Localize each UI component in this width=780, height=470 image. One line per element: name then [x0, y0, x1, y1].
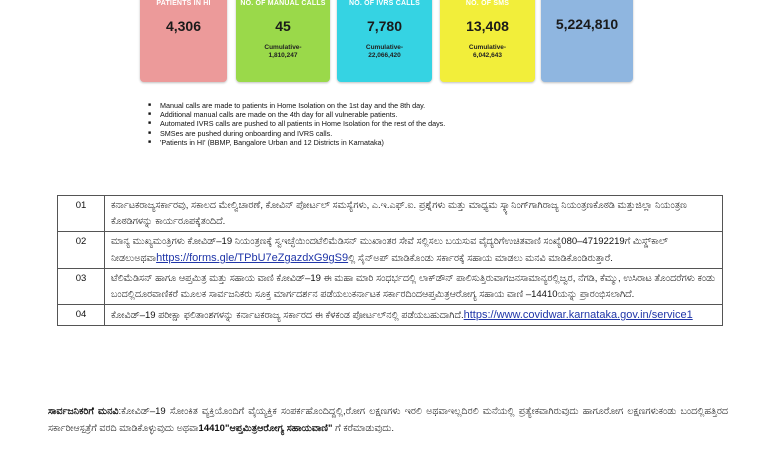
table-row — [58, 196, 723, 232]
row-body: ಕೋವಿಡ್–19 ಪರೀಕ್ಷಾ ಫಲಿತಾಂಶಗಳನ್ನು ಕರ್ನಾಟಕರಾಜ್ಯ ಸರ್ಕಾರದ ಈ ಕೆಳಕಂಡ ಪೋರ್ಟಲ್‌ನಲ್ಲಿ ಪಡೆಯಬಹುದಾಗಿದೆ. — [111, 310, 464, 321]
stats-tiles — [0, 0, 780, 86]
appeal-tail: ಗೆ ಕರೆಮಾಡುವುದು. — [332, 423, 395, 434]
row-number: 01 — [58, 196, 105, 232]
tile-sms — [440, 0, 535, 82]
row-body: ಕರ್ನಾಟಕರಾಜ್ಯಸರ್ಕಾರವು, ಸಕಾಲದ ಮೇಲ್ವಿಚಾರಣೆ, ಕೋವಿನ್ ಪೋರ್ಟಲ್ ಸಮಸ್ಯೆಗಳು, ಎ.ಇ.ಎಫ್.ಐ. ಪ್ರಶ್ನೆಗಳು ಮತ್ತು ಮಾಧ್ಯಮ ಸ್ಕ್ಯಾನಿಂಗ್‌ಗಾಗಿರಾಜ್ಯ ನಿಯಂತ್ರಣಕೊಠಡಿ ಮತ್ತುಜಿಲ್ಲಾ ನಿಯಂತ್ರಣ ಕೊಠಡಿಗಳನ್ನು ಕಾರ್ಯರೂಪಕ್ಕೆತಂದಿದೆ. — [111, 200, 687, 227]
helpline-name: 14410"ಆಪ್ತಮಿತ್ರಆರೋಗ್ಯ ಸಹಾಯವಾಣಿ" — [198, 423, 333, 434]
appeal-text: :ಕೋವಿಡ್–19 ಸೋಂಕಿತ ವ್ಯಕ್ತಿಯೊಂದಿಗೆ ವೈಯ್ಯಕ್ತಿಕ ಸಂಪರ್ಕಹೊಂದಿದ್ದಲ್ಲಿ,ರೋಗ ಲಕ್ಷಣಗಳು ಇರಲಿ ಅಥವಾಇಲ್ಲದಿರಲಿ ಮನೆಯಲ್ಲಿ ಪ್ರತ್ಯೇಕವಾಗಿರುವುದು ಹಾಗೂರೋಗ ಲಕ್ಷಣಗಳುಕಂಡು ಬಂದಲ್ಲಿಹತ್ತಿರದ ಸರ್ಕಾರೀಆಸ್ಪತ್ರೆಗೆ ವರದಿ ಮಾಡಿಕೊಳ್ಳುವುದು ಅಥವಾ — [48, 406, 728, 434]
table-row — [58, 232, 723, 269]
tile-value: 45 — [275, 18, 291, 34]
row-text — [105, 232, 723, 269]
row-text — [105, 269, 723, 305]
tile-ivrs-calls — [337, 0, 432, 82]
row-number: 03 — [58, 269, 105, 305]
tile-cumulative: Cumulative- 1,810,247 — [264, 44, 302, 59]
tile-value: 4,306 — [165, 18, 202, 34]
table-row — [58, 269, 723, 305]
tile-heading: NO. OF MANUAL CALLS — [240, 0, 326, 7]
tile-heading: PATIENTS IN HI — [156, 0, 211, 7]
note-item: ■ Manual calls are made to patients in Home Isolation on the 1st day and the 8th day. — [148, 101, 445, 110]
row-body: ಟೆಲಿಮೆಡಿಸನ್ ಹಾಗೂ ಆಪ್ತಮಿತ್ರ ಮತ್ತು ಸಹಾಯ ವಾಣಿ ಕೋವಿಡ್–19 ಈ ಮಹಾ ಮಾರಿ ಸಂಧರ್ಭದಲ್ಲಿ ಲಾಕ್‌ಡೌನ್ ಪಾಲಿಸುತ್ತಿರುವಾಗಜನಸಾಮಾನ್ಯರಲ್ಲಿಜ್ವರ, ನೆಗಡಿ, ಕೆಮ್ಮು, ಉಸಿರಾಟ ತೊಂದರೆಗಳು ಕಂಡು ಬಂದಲ್ಲಿದೂರವಾಣಿಕರೆ ಮೂಲಕ ಸಾರ್ವಜನಿಕರು ಸೂಕ್ತ ಮಾರ್ಗದರ್ಶನ ಪಡೆಯಲುಕರ್ನಾಟಕ ಸರ್ಕಾರದಿಂದಆಪ್ತಮಿತ್ರಆರೋಗ್ಯ ಸಹಾಯ ವಾಣಿ –14410ಯನ್ನು ಪ್ರಾರಂಭಿಸಲಾಗಿದೆ. — [111, 273, 716, 300]
appeal-lead: ಸಾರ್ವಜನಿಕರಿಗೆ ಮನವಿ — [48, 406, 119, 417]
row-text — [105, 196, 723, 232]
row-number: 02 — [58, 232, 105, 269]
tile-heading: NO. OF SMS — [465, 0, 510, 7]
notes-list — [148, 101, 445, 147]
tile-value: 5,224,810 — [555, 16, 619, 32]
note-item: ■ Additional manual calls are made on the 4th day for all vulnerable patients. — [148, 110, 445, 119]
row-body: ಮಾನ್ಯ ಮುಖ್ಯಮಂತ್ರಿಗಳು ಕೋವಿಡ್–19 ನಿಯಂತ್ರಣಕ್ಕೆ ಸ್ವಇಚ್ಛೆಯಿಂದಟೆಲಿಮೆಡಿಸನ್ ಮುಖಾಂತರ ಸೇವೆ ಸಲ್ಲಿಸಲು ಬಯಸುವ ವೈದ್ಯರಿಗೆಉಚಿತವಾಣಿ ಸಂಖ್ಯೆ080–47192219ಗೆ ಮಿಸ್ಡ್‌ಕಾಲ್ ನೀಡಲುಅಥವಾ — [111, 236, 668, 264]
note-item: ■ Automated IVRS calls are pushed to all patients in Home Isolation for the rest of the days. — [148, 119, 445, 128]
note-item: ■ SMSes are pushed during onboarding and IVRS calls. — [148, 129, 445, 138]
row-number: 04 — [58, 305, 105, 326]
covidwar-portal-link[interactable]: https://www.covidwar.karnataka.gov.in/service1 — [463, 309, 693, 321]
tile-value: 7,780 — [366, 18, 403, 34]
tile-manual-calls — [236, 0, 330, 82]
signup-form-link[interactable]: https://forms.gle/TPbU7eZgazdxG9gS9 — [156, 252, 349, 264]
note-item: ■ 'Patients in HI' (BBMP, Bangalore Urban and 12 Districts in Karnataka) — [148, 138, 445, 147]
tile-total — [541, 0, 633, 82]
tile-cumulative: Cumulative- 6,042,643 — [468, 44, 507, 59]
tile-value: 13,408 — [466, 18, 509, 34]
row-tail: ಲ್ಲಿ ಸೈನ್‌ಅಪ್ ಮಾಡಿಕೊಂಡು ಸರ್ಕಾರಕ್ಕೆ ಸಹಾಯ ಮಾಡಲು ಮನವಿ ಮಾಡಿಕೊಂಡಿರುತ್ತಾರೆ. — [348, 253, 613, 264]
table-row — [58, 305, 723, 326]
info-table — [57, 195, 723, 326]
tile-patients-in-hi — [140, 0, 227, 82]
tile-cumulative: Cumulative- 22,066,420 — [365, 44, 404, 59]
tile-heading: NO. OF IVRS CALLS — [348, 0, 421, 7]
row-text — [105, 305, 723, 326]
public-appeal — [48, 403, 728, 437]
